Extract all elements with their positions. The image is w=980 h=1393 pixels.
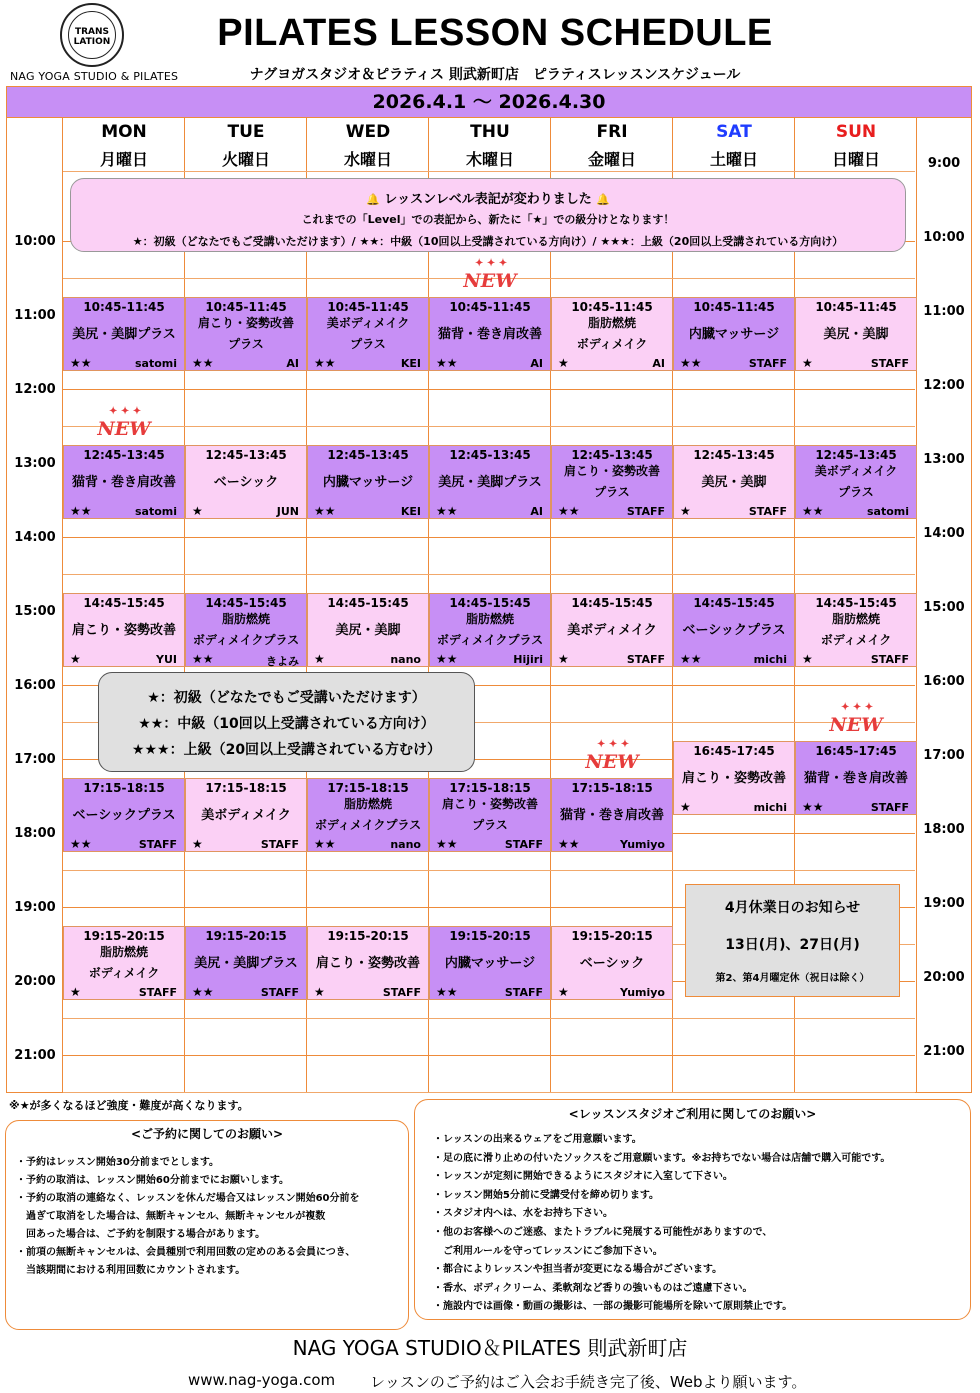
time-label-right: 11:00 <box>923 304 965 319</box>
lesson-stars: ★ <box>314 985 325 999</box>
lesson-name: 猫背・巻き肩改善 <box>559 807 664 823</box>
grid-hline <box>63 870 915 871</box>
legend-advanced: ★★★：上級（20回以上受講されている方むけ） <box>131 742 442 758</box>
lesson-name: 猫背・巻き肩改善 <box>803 770 908 786</box>
lesson-name: 内臓マッサージ <box>322 474 414 490</box>
lesson-block <box>185 778 307 852</box>
lesson-time: 16:45-17:45 <box>815 744 897 758</box>
lesson-instructor: AI <box>652 357 665 370</box>
lesson-stars: ★★ <box>436 504 458 518</box>
studio-name-top: NAG YOGA STUDIO & PILATES <box>10 70 179 83</box>
lesson-name: 美ボディメイク <box>567 622 657 638</box>
new-label: NEW <box>463 270 517 292</box>
time-label-right: 14:00 <box>923 526 965 541</box>
grid-hline <box>63 1018 915 1019</box>
lesson-block <box>63 593 185 667</box>
lesson-instructor: STAFF <box>870 801 909 814</box>
lesson-time: 10:45-11:45 <box>327 300 409 314</box>
lesson-stars: ★ <box>802 652 813 666</box>
lesson-instructor: STAFF <box>748 505 787 518</box>
reservation-rule-item: 当該期間における利用回数にカウントされます。 <box>16 1265 246 1276</box>
sparkle-icon: ✦ ✦ ✦ <box>597 739 630 750</box>
lesson-time: 12:45-13:45 <box>693 448 775 462</box>
lesson-instructor: きよみ <box>266 655 299 668</box>
lesson-block <box>795 445 917 519</box>
lesson-time: 10:45-11:45 <box>693 300 775 314</box>
lesson-time: 10:45-11:45 <box>449 300 531 314</box>
lesson-block <box>673 297 795 371</box>
lesson-stars: ★ <box>680 800 691 814</box>
studio-logo <box>60 3 124 67</box>
lesson-block <box>63 778 185 852</box>
lesson-time: 14:45-15:45 <box>693 596 775 610</box>
lesson-instructor: AI <box>286 357 299 370</box>
lesson-time: 10:45-11:45 <box>83 300 165 314</box>
lesson-instructor: nano <box>390 838 421 851</box>
footer-url[interactable]: www.nag-yoga.com <box>188 1371 336 1389</box>
footer-note: レッスンのご予約はご入会お手続き完了後、Webより願います。 <box>370 1373 807 1391</box>
lesson-block <box>63 445 185 519</box>
day-header-jp: 火曜日 <box>221 150 270 169</box>
lesson-stars: ★★ <box>70 837 92 851</box>
lesson-instructor: STAFF <box>626 505 665 518</box>
studio-rule-item: ・都合によりレッスンや担当者が変更になる場合がございます。 <box>433 1264 723 1276</box>
lesson-time: 14:45-15:45 <box>83 596 165 610</box>
lesson-block <box>551 778 673 852</box>
lesson-stars: ★★ <box>192 356 214 370</box>
lesson-block <box>307 297 429 371</box>
lesson-instructor: STAFF <box>626 653 665 666</box>
lesson-name: 脂肪燃焼 ボディメイクプラス <box>192 612 300 647</box>
lesson-stars: ★★ <box>558 837 580 851</box>
time-label-left: 17:00 <box>14 752 56 767</box>
lesson-name: ベーシックプラス <box>72 807 176 823</box>
lesson-time: 10:45-11:45 <box>571 300 653 314</box>
level-notice <box>70 178 906 252</box>
sparkle-icon: ✦ ✦ ✦ <box>475 258 508 269</box>
lesson-name: 美尻・美脚プラス <box>72 326 176 342</box>
time-label-right: 10:00 <box>923 230 965 245</box>
studio-rule-item: ・レッスン開始5分前に受講受付を締め切ります。 <box>433 1189 660 1201</box>
lesson-stars: ★ <box>802 356 813 370</box>
lesson-block <box>551 926 673 1000</box>
lesson-time: 16:45-17:45 <box>693 744 775 758</box>
lesson-instructor: STAFF <box>260 838 299 851</box>
reservation-rule-item: 回あった場合は、ご予約を制限する場合があります。 <box>16 1229 266 1240</box>
lesson-block <box>429 926 551 1000</box>
lesson-name: 美ボディメイク プラス <box>326 316 410 351</box>
lesson-block <box>673 593 795 667</box>
lesson-name: 美尻・美脚プラス <box>194 955 298 971</box>
page-title: PILATES LESSON SCHEDULE <box>217 12 773 54</box>
lesson-instructor: STAFF <box>504 986 543 999</box>
day-header-en: SAT <box>716 122 752 142</box>
lesson-instructor: satomi <box>134 505 177 518</box>
lesson-name: 肩こり・姿勢改善 プラス <box>441 797 538 832</box>
lesson-stars: ★ <box>192 837 203 851</box>
grid-hline <box>63 389 915 390</box>
lesson-time: 10:45-11:45 <box>205 300 287 314</box>
lesson-time: 14:45-15:45 <box>815 596 897 610</box>
lesson-time: 10:45-11:45 <box>815 300 897 314</box>
legend-beginner: ★：初級（どなたでもご受講いただけます） <box>147 690 426 706</box>
footer-studio-name: NAG YOGA STUDIO＆PILATES 則武新町店 <box>292 1336 688 1360</box>
stars-footnote: ※★が多くなるほど強度・難度が高くなります。 <box>9 1099 249 1112</box>
time-label-left: 21:00 <box>14 1048 56 1063</box>
lesson-time: 12:45-13:45 <box>83 448 165 462</box>
lesson-time: 12:45-13:45 <box>815 448 897 462</box>
lesson-block <box>185 297 307 371</box>
lesson-block <box>63 297 185 371</box>
time-label-left: 13:00 <box>14 456 56 471</box>
lesson-name: 美尻・美脚 <box>823 326 889 342</box>
lesson-name: 肩こり・姿勢改善 <box>681 770 786 786</box>
reservation-rule-item: ・前項の無断キャンセルは、会員種別で利用回数の定めのある会員につき、 <box>16 1247 356 1258</box>
lesson-block <box>795 297 917 371</box>
new-label: NEW <box>829 714 883 736</box>
lesson-instructor: satomi <box>134 357 177 370</box>
studio-rule-item: ・レッスンが定刻に開始できるようにスタジオに入室して下さい。 <box>433 1171 733 1183</box>
studio-rules <box>414 1099 971 1320</box>
lesson-instructor: KEI <box>400 505 421 518</box>
new-badge <box>455 258 525 294</box>
lesson-stars: ★★ <box>436 837 458 851</box>
reservation-rule-item: ・予約の取消は、レッスン開始60分前までにお願いします。 <box>16 1175 290 1186</box>
day-header-en: FRI <box>596 122 628 142</box>
time-label-left: 20:00 <box>14 974 56 989</box>
lesson-instructor: KEI <box>400 357 421 370</box>
grid-hline <box>63 574 915 575</box>
grid-hline <box>63 426 915 427</box>
studio-rule-item: ・レッスンの出来るウェアをご用意願います。 <box>433 1134 642 1145</box>
lesson-time: 19:15-20:15 <box>571 929 653 943</box>
lesson-name: 美ボディメイク プラス <box>814 464 898 499</box>
lesson-time: 17:15-18:15 <box>83 781 165 795</box>
grid-hline <box>63 537 915 538</box>
level-notice-title-row <box>71 188 905 207</box>
studio-rule-item: ・スタジオ内へは、水をお持ち下さい。 <box>433 1208 613 1220</box>
lesson-time: 19:15-20:15 <box>327 929 409 943</box>
lesson-name: ベーシックプラス <box>682 622 786 638</box>
day-header-en: SUN <box>835 122 877 142</box>
lesson-name: ベーシック <box>213 474 279 490</box>
schedule-period: 2026.4.1 〜 2026.4.30 <box>7 87 971 118</box>
new-label: NEW <box>585 751 639 773</box>
lesson-name: 肩こり・姿勢改善 <box>71 622 176 638</box>
lesson-stars: ★ <box>70 652 81 666</box>
lesson-time: 14:45-15:45 <box>327 596 409 610</box>
time-label-left: 18:00 <box>14 826 56 841</box>
lesson-stars: ★★ <box>70 504 92 518</box>
lesson-block <box>795 593 917 667</box>
lesson-name: 内臓マッサージ <box>444 955 536 971</box>
bell-icon: 🔔 <box>596 193 610 206</box>
day-header-en: WED <box>345 122 391 142</box>
lesson-time: 14:45-15:45 <box>571 596 653 610</box>
new-badge <box>577 739 647 775</box>
lesson-stars: ★★ <box>192 652 214 666</box>
level-notice-title: レッスンレベル表記が変わりました <box>384 192 592 207</box>
lesson-name: 猫背・巻き肩改善 <box>437 326 542 342</box>
studio-rules-title: <レッスンスタジオご利用に関してのお願い> <box>568 1107 817 1121</box>
lesson-time: 17:15-18:15 <box>327 781 409 795</box>
logo-mid-text: TRANS LATION <box>73 27 111 47</box>
bell-icon: 🔔 <box>365 193 380 206</box>
page-subtitle: ナグヨガスタジオ＆ピラティス 則武新町店 ピラティスレッスンスケジュール <box>249 67 741 83</box>
lesson-block <box>551 297 673 371</box>
reservation-rule-item: ・予約はレッスン開始30分前までとします。 <box>16 1157 220 1168</box>
lesson-instructor: STAFF <box>138 986 177 999</box>
lesson-time: 14:45-15:45 <box>449 596 531 610</box>
lesson-name: 肩こり・姿勢改善 <box>315 955 420 971</box>
lesson-instructor: STAFF <box>382 986 421 999</box>
day-header-jp: 水曜日 <box>343 150 392 169</box>
time-label-right: 18:00 <box>923 822 965 837</box>
lesson-name: 肩こり・姿勢改善 プラス <box>563 464 660 499</box>
lesson-instructor: michi <box>753 653 787 666</box>
lesson-stars: ★ <box>558 356 569 370</box>
day-header-jp: 日曜日 <box>831 150 880 169</box>
lesson-name: 脂肪燃焼 ボディメイク <box>576 316 648 351</box>
time-label-right: 15:00 <box>923 600 965 615</box>
lesson-block <box>673 741 795 815</box>
lesson-time: 17:15-18:15 <box>449 781 531 795</box>
lesson-instructor: STAFF <box>504 838 543 851</box>
reservation-rules-title: <ご予約に関してのお願い> <box>130 1127 284 1141</box>
time-label-left: 12:00 <box>14 382 56 397</box>
time-label-left: 11:00 <box>14 308 56 323</box>
lesson-stars: ★ <box>314 652 325 666</box>
lesson-instructor: Hijiri <box>513 653 543 666</box>
new-label: NEW <box>97 418 151 440</box>
lesson-block <box>429 593 551 667</box>
time-label-right: 13:00 <box>923 452 965 467</box>
time-label-right: 12:00 <box>923 378 965 393</box>
lesson-instructor: STAFF <box>870 653 909 666</box>
lesson-name: 肩こり・姿勢改善 プラス <box>197 316 294 351</box>
lesson-block <box>185 926 307 1000</box>
reservation-rule-item: 過ぎて取消をした場合は、無断キャンセル、無断キャンセルが複数 <box>16 1211 326 1222</box>
lesson-instructor: satomi <box>866 505 909 518</box>
reservation-rules <box>5 1120 409 1330</box>
grid-hline <box>63 171 915 172</box>
time-label-right: 20:00 <box>923 970 965 985</box>
lesson-instructor: AI <box>530 505 543 518</box>
holiday-notice <box>685 884 900 997</box>
legend-intermediate: ★★：中級（10回以上受講されている方向け） <box>138 716 435 732</box>
lesson-name: 美尻・美脚 <box>335 622 401 638</box>
lesson-block <box>185 445 307 519</box>
holiday-title: 4月休業日のお知らせ <box>724 900 861 916</box>
sparkle-icon: ✦ ✦ ✦ <box>841 702 874 713</box>
lesson-time: 17:15-18:15 <box>571 781 653 795</box>
grid-hline <box>63 1055 915 1056</box>
level-notice-line1: これまでの「Level」での表記から、新たに「★」での級分けとなります！ <box>301 213 675 226</box>
lesson-stars: ★★ <box>680 356 702 370</box>
lesson-block <box>551 593 673 667</box>
lesson-name: ベーシック <box>579 955 645 971</box>
day-header-jp: 月曜日 <box>99 150 148 169</box>
lesson-time: 17:15-18:15 <box>205 781 287 795</box>
level-legend <box>98 672 475 772</box>
lesson-instructor: Yumiyo <box>620 986 665 999</box>
lesson-name: 猫背・巻き肩改善 <box>71 474 176 490</box>
day-header-en: MON <box>101 122 147 142</box>
lesson-time: 19:15-20:15 <box>449 929 531 943</box>
lesson-instructor: michi <box>753 801 787 814</box>
day-header-jp: 土曜日 <box>709 150 758 169</box>
lesson-stars: ★★ <box>680 652 702 666</box>
studio-rule-item: ご利用ルールを守ってレッスンにご参加下さい。 <box>433 1245 663 1257</box>
lesson-stars: ★★ <box>192 985 214 999</box>
lesson-stars: ★★ <box>70 356 92 370</box>
lesson-block <box>673 445 795 519</box>
time-label-right: 21:00 <box>923 1044 965 1059</box>
lesson-stars: ★ <box>680 504 691 518</box>
lesson-stars: ★★ <box>314 356 336 370</box>
sparkle-icon: ✦ ✦ ✦ <box>109 406 142 417</box>
lesson-block <box>307 593 429 667</box>
lesson-time: 12:45-13:45 <box>449 448 531 462</box>
lesson-name: 美尻・美脚 <box>701 474 767 490</box>
lesson-block <box>63 926 185 1000</box>
lesson-name: 美尻・美脚プラス <box>438 474 542 490</box>
lesson-block <box>551 445 673 519</box>
day-header-en: THU <box>470 122 510 142</box>
lesson-name: 美ボディメイク <box>201 807 291 823</box>
studio-rule-item: ・足の底に滑り止めの付いたソックスをご用意願います。※お持ちでない場合は店舗で購入可能です。 <box>433 1152 891 1164</box>
lesson-stars: ★★ <box>436 985 458 999</box>
lesson-stars: ★ <box>70 985 81 999</box>
day-header-jp: 金曜日 <box>587 150 636 169</box>
holiday-dates: 13日(月)、27日(月) <box>725 937 860 953</box>
lesson-stars: ★★ <box>314 504 336 518</box>
lesson-time: 14:45-15:45 <box>205 596 287 610</box>
lesson-block <box>429 297 551 371</box>
lesson-time: 12:45-13:45 <box>571 448 653 462</box>
studio-rule-item: ・香水、ボディクリーム、柔軟剤など香りの強いものはご遠慮下さい。 <box>433 1282 753 1294</box>
lesson-instructor: AI <box>530 357 543 370</box>
lesson-stars: ★★ <box>314 837 336 851</box>
reservation-rule-item: ・予約の取消の連絡なく、レッスンを休んだ場合又はレッスン開始60分前を <box>16 1193 360 1204</box>
lesson-name: 脂肪燃焼 ボディメイクプラス <box>436 612 544 647</box>
lesson-name: 脂肪燃焼 ボディメイク <box>88 945 160 980</box>
lesson-instructor: STAFF <box>260 986 299 999</box>
lesson-name: 脂肪燃焼 ボディメイクプラス <box>314 797 422 832</box>
holiday-note: 第2、第4月曜定休（祝日は除く） <box>715 973 870 984</box>
lesson-instructor: JUN <box>276 505 299 518</box>
time-label-right: 16:00 <box>923 674 965 689</box>
lesson-instructor: STAFF <box>748 357 787 370</box>
lesson-stars: ★ <box>192 504 203 518</box>
level-notice-line2: ★：初級（どなたでもご受講いただけます）/ ★★：中級（10回以上受講されている方向け）/ ★★★：上級（20回以上受講されている方向け） <box>132 235 844 248</box>
lesson-instructor: YUI <box>156 653 177 666</box>
new-badge <box>821 702 891 738</box>
lesson-instructor: STAFF <box>870 357 909 370</box>
lesson-instructor: nano <box>390 653 421 666</box>
lesson-instructor: Yumiyo <box>620 838 665 851</box>
time-label-left: 10:00 <box>14 234 56 249</box>
lesson-stars: ★ <box>558 652 569 666</box>
lesson-stars: ★★ <box>558 504 580 518</box>
day-header-en: TUE <box>227 122 265 142</box>
lesson-time: 19:15-20:15 <box>83 929 165 943</box>
time-label-left: 19:00 <box>14 900 56 915</box>
lesson-block <box>307 445 429 519</box>
lesson-stars: ★★ <box>802 504 824 518</box>
lesson-block <box>307 778 429 852</box>
time-label-right: 9:00 <box>927 156 961 171</box>
lesson-instructor: STAFF <box>138 838 177 851</box>
time-label-right: 19:00 <box>923 896 965 911</box>
lesson-time: 12:45-13:45 <box>205 448 287 462</box>
studio-rule-item: ・施設内では画像・動画の撮影は、一部の撮影可能場所を除いて原則禁止です。 <box>433 1301 793 1313</box>
lesson-name: 内臓マッサージ <box>688 326 780 342</box>
time-label-right: 17:00 <box>923 748 965 763</box>
lesson-block <box>307 926 429 1000</box>
lesson-block <box>429 778 551 852</box>
grid-hline <box>63 1092 915 1093</box>
lesson-time: 12:45-13:45 <box>327 448 409 462</box>
studio-rule-item: ・他のお客様へのご迷惑、またトラブルに発展する可能性がありますので、 <box>433 1227 773 1238</box>
time-label-left: 16:00 <box>14 678 56 693</box>
lesson-block <box>185 593 307 667</box>
lesson-time: 19:15-20:15 <box>205 929 287 943</box>
day-header-jp: 木曜日 <box>465 150 514 169</box>
lesson-stars: ★★ <box>436 652 458 666</box>
time-label-left: 15:00 <box>14 604 56 619</box>
lesson-stars: ★★ <box>802 800 824 814</box>
time-label-left: 14:00 <box>14 530 56 545</box>
lesson-stars: ★★ <box>436 356 458 370</box>
lesson-stars: ★ <box>558 985 569 999</box>
new-badge <box>89 406 159 442</box>
lesson-name: 脂肪燃焼 ボディメイク <box>820 612 892 647</box>
lesson-block <box>429 445 551 519</box>
lesson-block <box>795 741 917 815</box>
